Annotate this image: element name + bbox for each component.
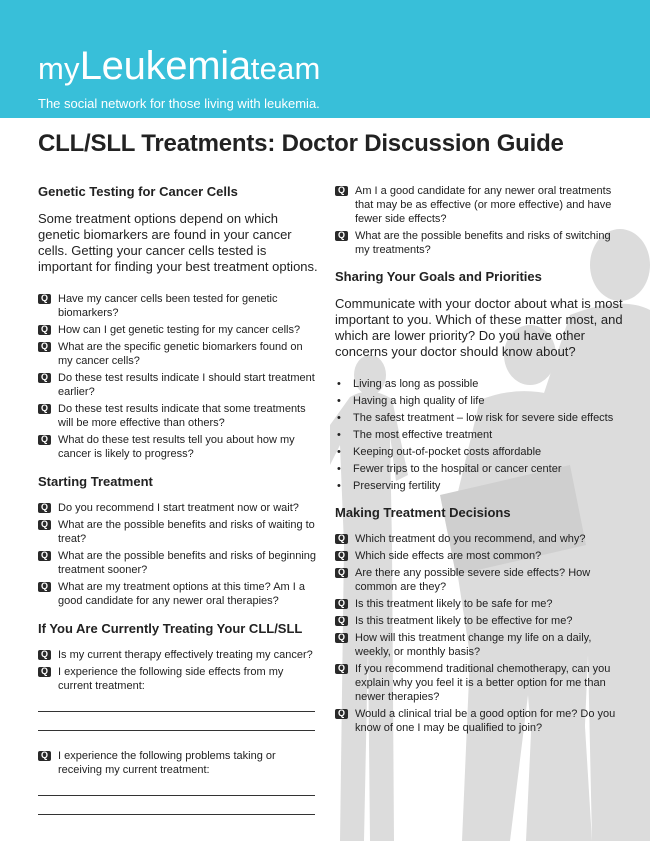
list-item-text: Fewer trips to the hospital or cancer center <box>353 463 562 475</box>
question-item <box>38 518 320 546</box>
question-text: Is my current therapy effectively treating my cancer? <box>58 649 313 661</box>
question-text: Is this treatment likely to be safe for me? <box>355 598 553 610</box>
write-in-line[interactable] <box>38 730 315 731</box>
question-icon <box>38 435 51 445</box>
question-text: Which side effects are most common? <box>355 550 542 562</box>
question-icon <box>335 599 348 609</box>
list-item <box>335 411 625 425</box>
question-text: I experience the following problems taking or receiving my current treatment: <box>58 750 276 776</box>
list-item <box>335 428 625 442</box>
question-text: What are the possible benefits and risks of switching my treatments? <box>355 230 611 256</box>
question-icon <box>38 582 51 592</box>
question-text: Would a clinical trial be a good option for me? Do you know of one I may be qualified to join? <box>355 708 616 734</box>
question-icon <box>38 325 51 335</box>
question-text: If you recommend traditional chemotherapy, can you explain why you feel it is a better option for me than newer therapies? <box>355 663 611 703</box>
question-item <box>38 371 320 399</box>
right-column <box>335 184 625 747</box>
question-icon <box>335 534 348 544</box>
goals-section <box>335 269 625 493</box>
decisions-section <box>335 505 625 735</box>
current-treatment-section <box>38 621 320 815</box>
question-text: What are the specific genetic biomarkers found on my cancer cells? <box>58 341 303 367</box>
current-questions-more <box>38 749 320 777</box>
question-item <box>335 614 625 628</box>
goals-list <box>335 377 625 493</box>
tagline: The social network for those living with leukemia. <box>38 96 320 111</box>
section-title-goals: Sharing Your Goals and Priorities <box>335 269 542 284</box>
question-item <box>335 566 625 594</box>
section-title-genetic-testing: Genetic Testing for Cancer Cells <box>38 184 238 199</box>
question-text: Have my cancer cells been tested for genetic biomarkers? <box>58 293 278 319</box>
write-in-line[interactable] <box>38 795 315 796</box>
bullet-icon: • <box>337 446 341 458</box>
question-text: What are the possible benefits and risks of beginning treatment sooner? <box>58 550 317 576</box>
bullet-icon: • <box>337 378 341 390</box>
question-icon <box>335 709 348 719</box>
bullet-icon: • <box>337 429 341 441</box>
question-item <box>335 184 625 226</box>
bullet-icon: • <box>337 463 341 475</box>
question-item <box>38 665 320 693</box>
question-item <box>335 532 625 546</box>
continued-questions-section <box>335 184 625 257</box>
question-text: Do these test results indicate that some treatments will be more effective than others? <box>58 403 306 429</box>
question-text: How can I get genetic testing for my cancer cells? <box>58 324 301 336</box>
genetic-intro: Some treatment options depend on which genetic biomarkers are found in your cancer cells. Getting your cancer cells tested is important for finding your best treatment options. <box>38 211 318 274</box>
question-icon <box>38 650 51 660</box>
section-title-current-treatment: If You Are Currently Treating Your CLL/SLL <box>38 621 303 636</box>
list-item-text: The safest treatment – low risk for severe side effects <box>353 412 614 424</box>
question-item <box>335 631 625 659</box>
question-text: Do these test results indicate I should start treatment earlier? <box>58 372 315 398</box>
list-item <box>335 479 625 493</box>
list-item <box>335 377 625 391</box>
bullet-icon: • <box>337 395 341 407</box>
question-text: Is this treatment likely to be effective for me? <box>355 615 573 627</box>
question-item <box>38 549 320 577</box>
question-icon <box>335 664 348 674</box>
write-in-line[interactable] <box>38 711 315 712</box>
question-text: Which treatment do you recommend, and why? <box>355 533 586 545</box>
question-item <box>335 662 625 704</box>
list-item <box>335 462 625 476</box>
question-text: How will this treatment change my life on a daily, weekly, or monthly basis? <box>355 632 592 658</box>
section-title-starting-treatment: Starting Treatment <box>38 474 153 489</box>
question-icon <box>38 404 51 414</box>
question-icon <box>335 633 348 643</box>
decisions-questions <box>335 532 625 735</box>
mylt-logo[interactable] <box>38 46 321 86</box>
page-title: CLL/SLL Treatments: Doctor Discussion Guide <box>38 130 564 157</box>
starting-questions <box>38 501 320 608</box>
question-item <box>38 433 320 461</box>
question-text: What are my treatment options at this time? Am I a good candidate for any newer oral therapies? <box>58 581 305 607</box>
question-item <box>335 597 625 611</box>
current-questions <box>38 648 320 693</box>
list-item-text: Preserving fertility <box>353 480 441 492</box>
question-icon <box>38 503 51 513</box>
question-icon <box>38 373 51 383</box>
question-item <box>335 707 625 735</box>
question-text: What do these test results tell you about how my cancer is likely to progress? <box>58 434 295 460</box>
question-icon <box>38 667 51 677</box>
question-icon <box>335 186 348 196</box>
list-item-text: Having a high quality of life <box>353 395 485 407</box>
question-item <box>335 549 625 563</box>
question-item <box>38 648 320 662</box>
question-icon <box>38 551 51 561</box>
question-item <box>38 501 320 515</box>
bullet-icon: • <box>337 412 341 424</box>
logo-team: team <box>250 51 321 86</box>
question-item <box>38 580 320 608</box>
header-banner <box>0 0 650 118</box>
question-icon <box>38 342 51 352</box>
genetic-testing-section <box>38 184 320 461</box>
section-title-decisions: Making Treatment Decisions <box>335 505 511 520</box>
logo-my: my <box>38 51 80 86</box>
left-column <box>38 184 320 833</box>
question-icon <box>335 616 348 626</box>
question-item <box>38 340 320 368</box>
continued-questions <box>335 184 625 257</box>
starting-treatment-section <box>38 474 320 608</box>
question-item <box>335 229 625 257</box>
logo-brand: Leukemia <box>79 44 251 88</box>
genetic-questions <box>38 292 320 461</box>
question-item <box>38 402 320 430</box>
question-text: Are there any possible severe side effects? How common are they? <box>355 567 591 593</box>
question-item <box>38 749 320 777</box>
question-icon <box>335 568 348 578</box>
question-item <box>38 292 320 320</box>
list-item-text: Living as long as possible <box>353 378 479 390</box>
question-icon <box>38 751 51 761</box>
question-icon <box>38 294 51 304</box>
write-in-line[interactable] <box>38 814 315 815</box>
list-item <box>335 394 625 408</box>
goals-intro: Communicate with your doctor about what is most important to you. Which of these matter most, and which are lower priority? Do you have other concerns your doctor should know about? <box>335 296 623 359</box>
question-text: Do you recommend I start treatment now or wait? <box>58 502 299 514</box>
question-item <box>38 323 320 337</box>
question-text: Am I a good candidate for any newer oral treatments that may be as effective (or more effective) and have fewer side effects? <box>355 185 612 225</box>
list-item <box>335 445 625 459</box>
list-item-text: The most effective treatment <box>353 429 493 441</box>
list-item-text: Keeping out-of-pocket costs affordable <box>353 446 542 458</box>
question-icon <box>335 551 348 561</box>
bullet-icon: • <box>337 480 341 492</box>
question-text: I experience the following side effects from my current treatment: <box>58 666 284 692</box>
question-text: What are the possible benefits and risks of waiting to treat? <box>58 519 315 545</box>
question-icon <box>38 520 51 530</box>
question-icon <box>335 231 348 241</box>
